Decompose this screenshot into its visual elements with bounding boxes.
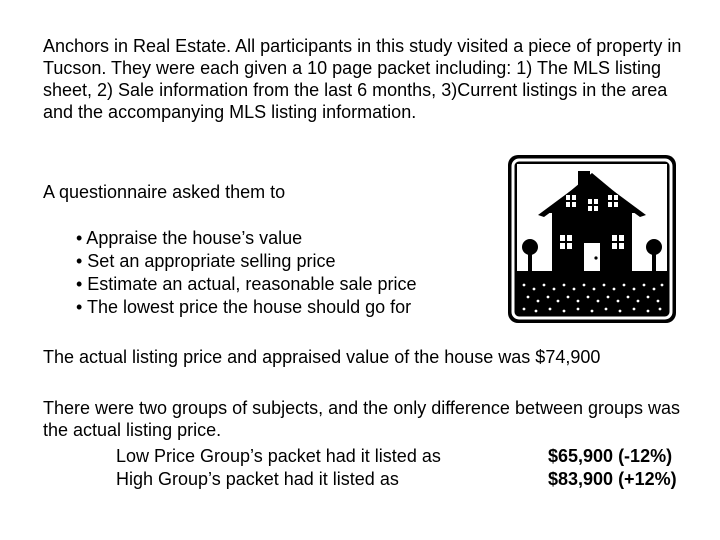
low-group-value: $65,900 (-12%) bbox=[548, 446, 673, 466]
listing-price-statement: The actual listing price and appraised value of the house was $74,900 bbox=[43, 347, 601, 367]
list-item: • Appraise the house’s value bbox=[76, 228, 303, 248]
list-item: • Estimate an actual, reasonable sale price bbox=[76, 274, 417, 294]
list-item: • The lowest price the house should go for bbox=[76, 297, 412, 317]
questionnaire-lead: A questionnaire asked them to bbox=[43, 182, 286, 202]
groups-intro: There were two groups of subjects, and the only difference between groups was the actual listing price. bbox=[43, 398, 681, 440]
low-group-row bbox=[116, 445, 696, 469]
intro-paragraph: Anchors in Real Estate. All participants in this study visited a piece of property in Tucson. They were each given a 10 page packet including: 1) The MLS listing sheet, 2) Sale information from the last 6 months, 3)Current listings in the area and the accompanying MLS listing information. bbox=[43, 36, 682, 122]
high-group-value: $83,900 (+12%) bbox=[548, 469, 677, 489]
high-group-label: High Group’s packet had it listed as bbox=[116, 469, 399, 489]
low-group-label: Low Price Group’s packet had it listed as bbox=[116, 446, 441, 466]
list-item: • Set an appropriate selling price bbox=[76, 251, 336, 271]
questionnaire-list bbox=[76, 227, 417, 319]
high-group-row bbox=[116, 468, 696, 492]
house-icon bbox=[508, 155, 676, 323]
